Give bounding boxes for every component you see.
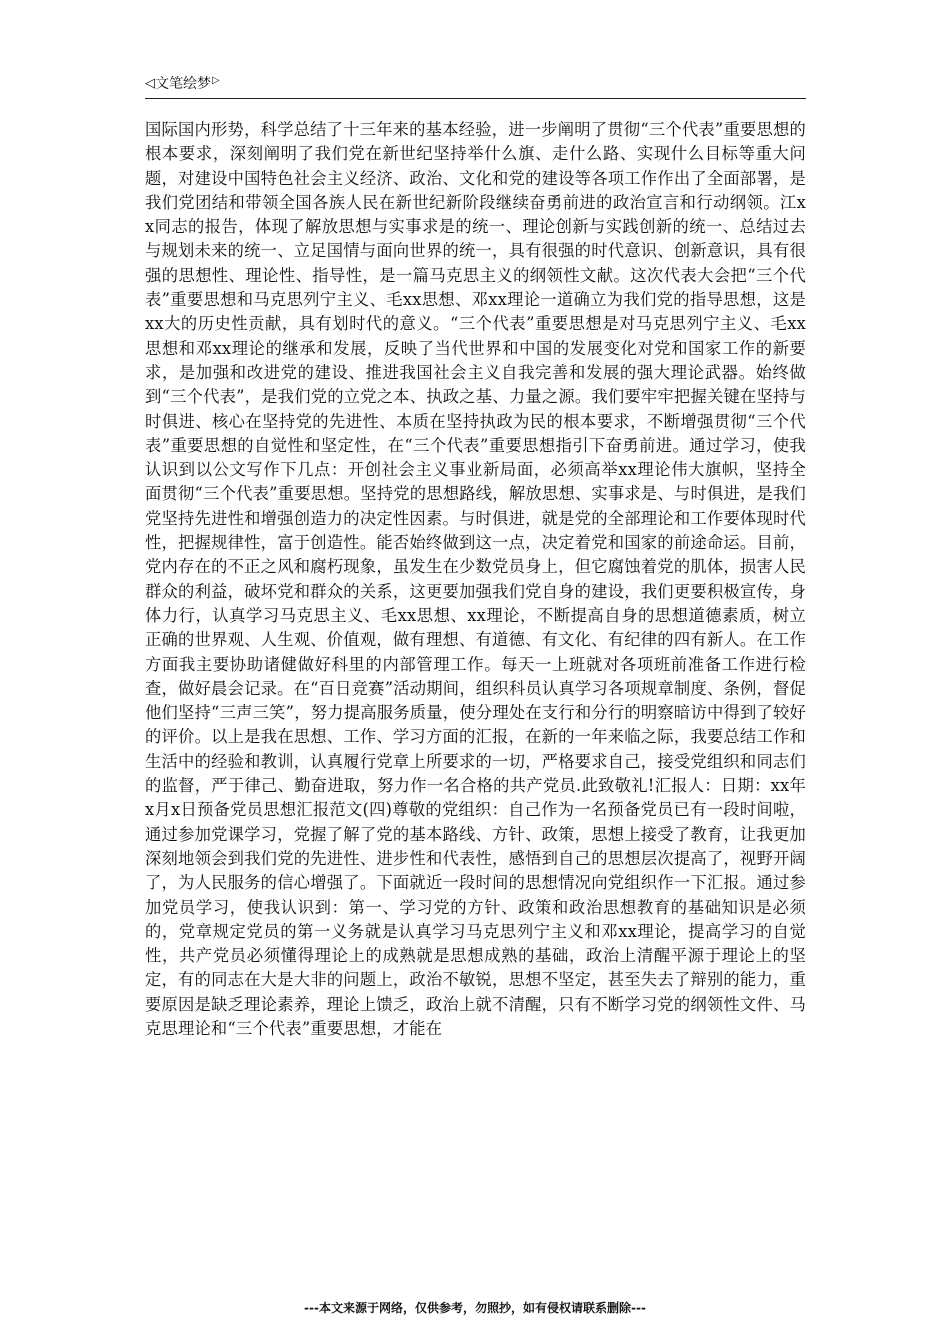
document-body: [145, 118, 806, 1041]
triangle-left-icon: ◁: [145, 76, 155, 91]
header-brand: [145, 74, 220, 94]
brand-label: 文笔绘梦: [155, 76, 211, 92]
page-header: [145, 74, 806, 99]
body-paragraph: 国际国内形势，科学总结了十三年来的基本经验，进一步阐明了贯彻“三个代表”重要思想的根本要求，深刻阐明了我们党在新世纪坚持举什么旗、走什么路、实现什么目标等重大问题，对建设中国特色社会主义经济、政治、文化和党的建设等各项工作作出了全面部署，是我们党团结和带领全国各族人民在新世纪新阶段继续奋勇前进的政治宣言和行动纲领。江xx同志的报告，体现了解放思想与实事求是的统一、理论创新与实践创新的统一、总结过去与规划未来的统一、立足国情与面向世界的统一，具有很强的时代意识、创新意识，具有很强的思想性、理论性、指导性，是一篇马克思主义的纲领性文献。这次代表大会把“三个代表”重要思想和马克思列宁主义、毛xx思想、邓xx理论一道确立为我们党的指导思想，这是xx大的历史性贡献，具有划时代的意义。“三个代表”重要思想是对马克思列宁主义、毛xx思想和邓xx理论的继承和发展，反映了当代世界和中国的发展变化对党和国家工作的新要求，是加强和改进党的建设、推进我国社会主义自我完善和发展的强大理论武器。始终做到“三个代表”，是我们党的立党之本、执政之基、力量之源。我们要牢牢把握关键在坚持与时俱进、核心在坚持党的先进性、本质在坚持执政为民的根本要求，不断增强贯彻“三个代表”重要思想的自觉性和坚定性，在“三个代表”重要思想指引下奋勇前进。通过学习，使我认识到以公文写作下几点：开创社会主义事业新局面，必须高举xx理论伟大旗帜，坚持全面贯彻“三个代表”重要思想。坚持党的思想路线，解放思想、实事求是、与时俱进，是我们党坚持先进性和增强创造力的决定性因素。与时俱进，就是党的全部理论和工作要体现时代性，把握规律性，富于创造性。能否始终做到这一点，决定着党和国家的前途命运。目前，党内存在的不正之风和腐朽现象，虽发生在少数党员身上，但它腐蚀着党的肌体，损害人民群众的利益，破坏党和群众的关系，这更要加强我们党自身的建设，我们更要积极宣传，身体力行，认真学习马克思主义、毛xx思想、xx理论，不断提高自身的思想道德素质，树立正确的世界观、人生观、价值观，做有理想、有道德、有文化、有纪律的四有新人。在工作方面我主要协助诸健做好科里的内部管理工作。每天一上班就对各项班前准备工作进行检查，做好晨会记录。在“百日竞赛”活动期间，组织科员认真学习各项规章制度、条例，督促他们坚持“三声三笑”，努力提高服务质量，使分理处在支行和分行的明察暗访中得到了较好的评价。以上是我在思想、工作、学习方面的汇报，在新的一年来临之际，我要总结工作和生活中的经验和教训，认真履行党章上所要求的一切，严格要求自己，接受党组织和同志们的监督，严于律己、勤奋进取，努力作一名合格的共产党员.此致敬礼!汇报人：日期：xx年x月x日预备党员思想汇报范文(四)尊敬的党组织：自己作为一名预备党员已有一段时间啦，通过参加党课学习，党握了解了党的基本路线、方针、政策，思想上接受了教育，让我更加深刻地领会到我们党的先进性、进步性和代表性，感悟到自己的思想层次提高了，视野开阔了，为人民服务的信心增强了。下面就近一段时间的思想情况向党组织作一下汇报。通过参加党员学习，使我认识到：第一、学习党的方针、政策和政治思想教育的基础知识是必须的，党章规定党员的第一义务就是认真学习马克思列宁主义和邓xx理论，提高学习的自觉性，共产党员必须懂得理论上的成熟就是思想成熟的基础，政治上清醒平源于理论上的坚定，有的同志在大是大非的问题上，政治不敏锐，思想不坚定，甚至失去了辩别的能力，重要原因是缺乏理论素养，理论上馈乏，政治上就不清醒，只有不断学习党的纲领性文件、马克思理论和“三个代表”重要思想，才能在: [145, 120, 806, 1038]
triangle-right-icon: ▷: [212, 75, 220, 86]
page-footer: ---本文来源于网络，仅供参考，勿照抄，如有侵权请联系删除---: [304, 1301, 646, 1315]
